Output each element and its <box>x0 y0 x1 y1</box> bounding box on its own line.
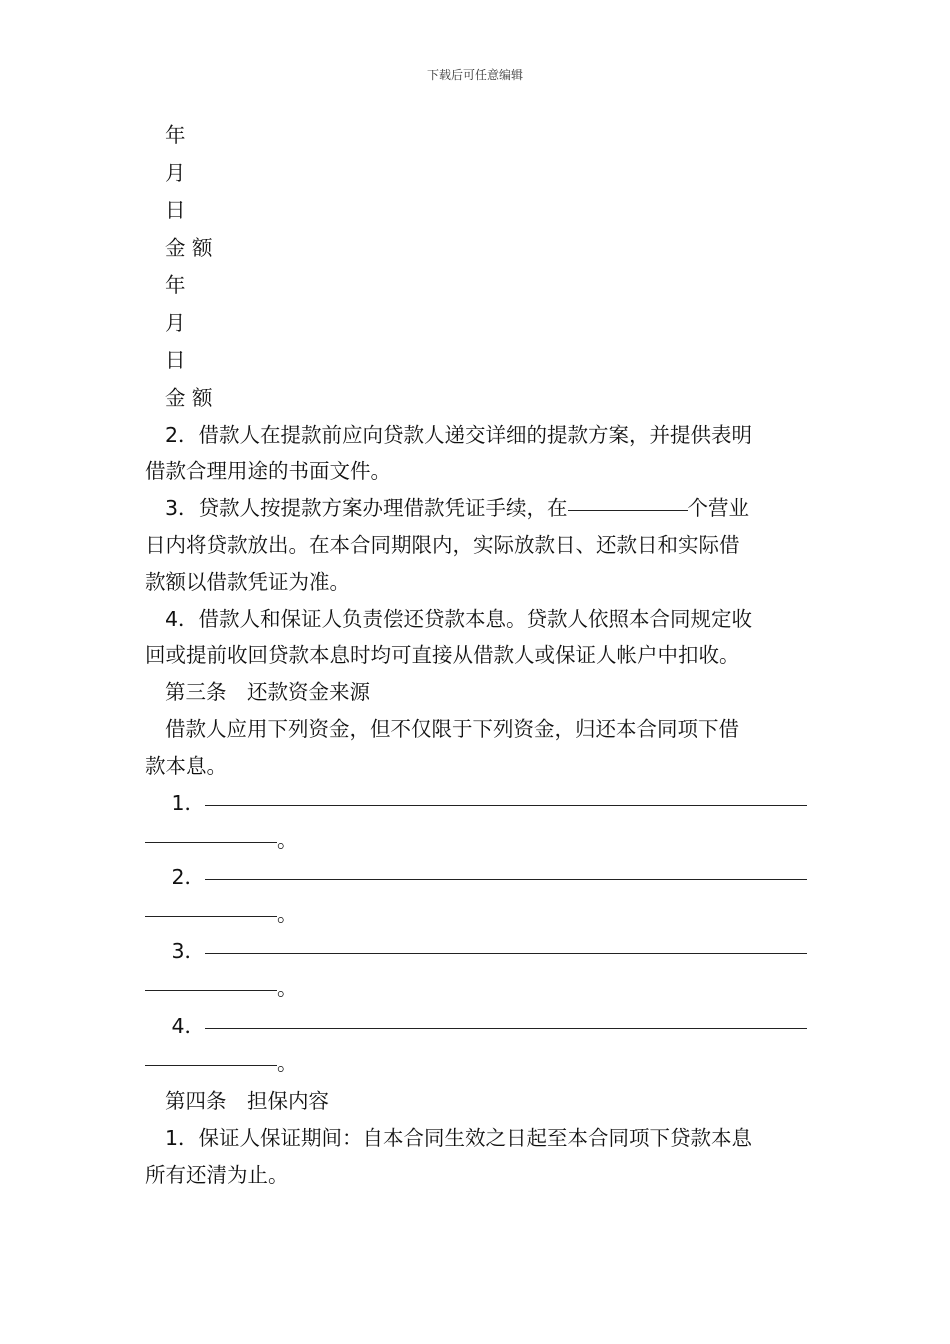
table-label-year: 年 <box>165 123 186 147</box>
funding-source-blank[interactable] <box>205 879 807 880</box>
funding-source-item <box>145 933 810 970</box>
clause2-item3-text-after: 个营业 <box>687 496 750 520</box>
clause2-item2-line2: 借款合理用途的书面文件。 <box>145 459 391 483</box>
funding-source-end-mark: 。 <box>277 902 298 926</box>
business-days-blank[interactable] <box>568 510 688 511</box>
funding-source-item-continuation <box>145 970 810 1007</box>
funding-source-blank[interactable] <box>205 953 807 954</box>
clause2-item4-line1: 4．借款人和保证人负责偿还贷款本息。贷款人依照本合同规定收 <box>165 607 753 631</box>
funding-source-item-continuation <box>145 896 810 933</box>
funding-source-item <box>145 859 810 896</box>
funding-source-number: 4． <box>171 1014 205 1038</box>
funding-source-blank[interactable] <box>145 842 277 843</box>
clause2-item2-line1: 2．借款人在提款前应向贷款人递交详细的提款方案，并提供表明 <box>165 423 753 447</box>
funding-source-end-mark: 。 <box>277 1051 298 1075</box>
table-label-amount: 金 额 <box>165 386 213 410</box>
clause4-item1-line1: 1．保证人保证期间：自本合同生效之日起至本合同项下贷款本息 <box>165 1126 753 1150</box>
funding-source-item-continuation <box>145 1045 810 1082</box>
table-label-month: 月 <box>165 311 186 335</box>
funding-source-number: 1． <box>171 791 205 815</box>
funding-source-item <box>145 1008 810 1045</box>
funding-source-end-mark: 。 <box>277 828 298 852</box>
funding-source-blank[interactable] <box>145 916 277 917</box>
funding-source-blank[interactable] <box>205 1028 807 1029</box>
funding-source-blank[interactable] <box>205 805 807 806</box>
table-label-day: 日 <box>165 348 186 372</box>
clause2-item3-line1 <box>165 490 830 527</box>
table-label-month: 月 <box>165 161 186 185</box>
table-label-year: 年 <box>165 273 186 297</box>
clause3-title: 第三条 还款资金来源 <box>165 680 370 704</box>
funding-source-item-continuation <box>145 822 810 859</box>
funding-source-blank[interactable] <box>145 1065 277 1066</box>
table-label-day: 日 <box>165 198 186 222</box>
clause4-item1-line2: 所有还清为止。 <box>145 1163 289 1187</box>
funding-source-item <box>145 785 810 822</box>
clause2-item3-line3: 款额以借款凭证为准。 <box>145 570 350 594</box>
clause2-item3-text-before: 3．贷款人按提款方案办理借款凭证手续，在 <box>165 496 568 520</box>
funding-source-blank[interactable] <box>145 990 277 991</box>
clause2-item4-line2: 回或提前收回贷款本息时均可直接从借款人或保证人帐户中扣收。 <box>145 643 740 667</box>
funding-source-end-mark: 。 <box>277 976 298 1000</box>
clause3-intro-line2: 款本息。 <box>145 754 227 778</box>
clause3-intro-line1: 借款人应用下列资金，但不仅限于下列资金，归还本合同项下借 <box>165 717 739 741</box>
clause4-title: 第四条 担保内容 <box>165 1089 329 1113</box>
funding-source-number: 3． <box>171 939 205 963</box>
table-label-amount: 金 额 <box>165 236 213 260</box>
clause2-item3-line2: 日内将贷款放出。在本合同期限内，实际放款日、还款日和实际借 <box>145 533 740 557</box>
funding-source-number: 2． <box>171 865 205 889</box>
page-header: 下载后可任意编辑 <box>426 68 523 82</box>
